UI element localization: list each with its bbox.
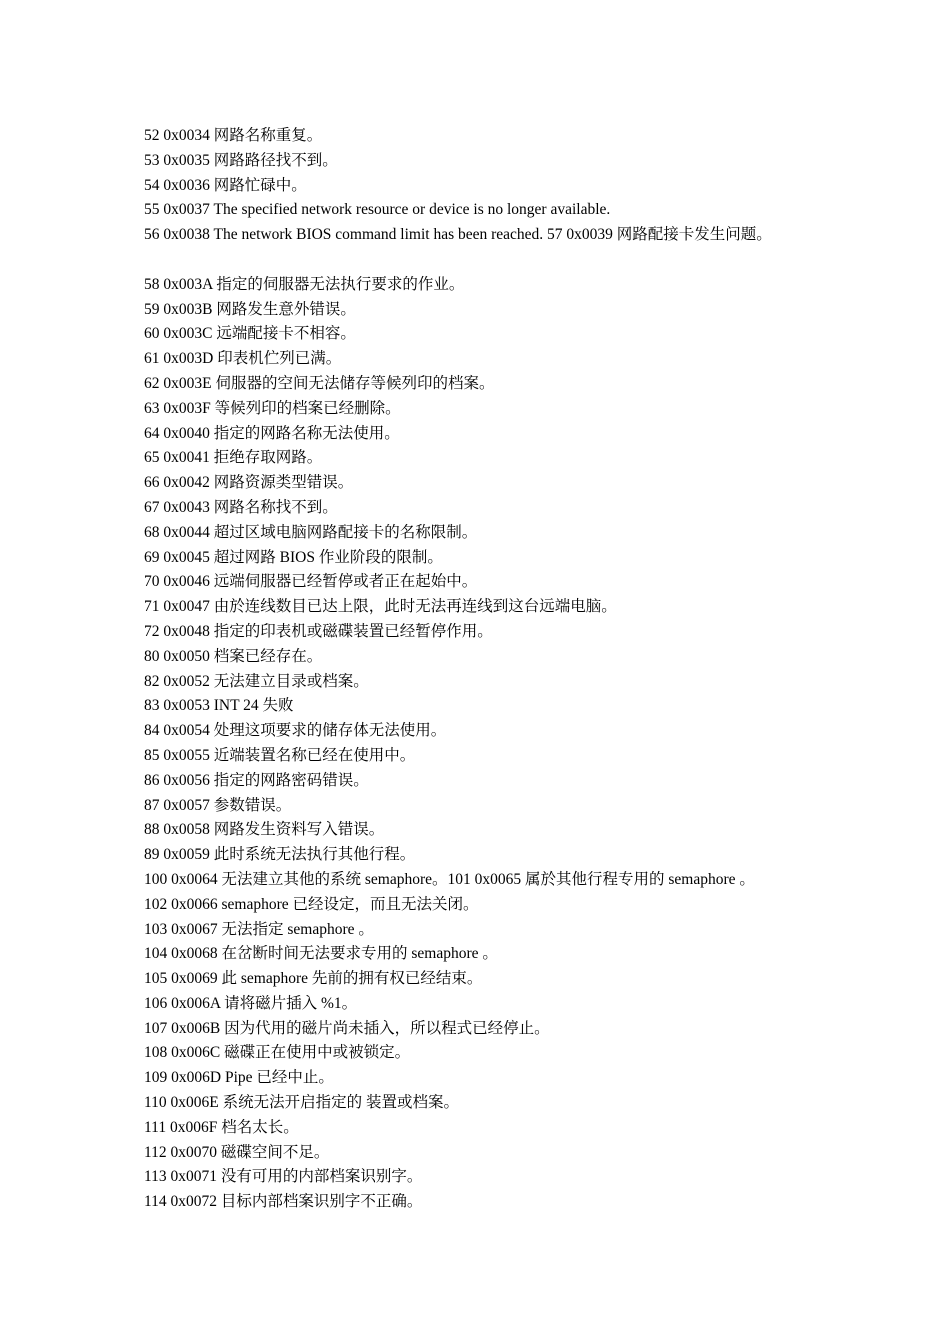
error-code-line: 52 0x0034 网路名称重复。 xyxy=(144,127,323,144)
error-code-line: 70 0x0046 远端伺服器已经暂停或者正在起始中。 xyxy=(144,573,478,591)
error-code-line: 84 0x0054 处理这项要求的储存体无法使用。 xyxy=(144,722,447,740)
error-code-line: 103 0x0067 无法指定 semaphore 。 xyxy=(144,920,374,938)
error-code-line: 110 0x006E 系统无法开启指定的 装置或档案。 xyxy=(144,1094,460,1112)
error-code-line: 107 0x006B 因为代用的磁片尚未插入，所以程式已经停止。 xyxy=(144,1019,550,1037)
error-code-line: 61 0x003D 印表机伫列已满。 xyxy=(144,350,342,368)
error-code-line: 104 0x0068 在岔断时间无法要求专用的 semaphore 。 xyxy=(144,945,498,963)
error-code-line: 56 0x0038 The network BIOS command limit has been reached. 57 0x0039 网路配接卡发生问题。 xyxy=(144,226,772,244)
error-code-line: 106 0x006A 请将磁片插入 %1。 xyxy=(144,994,358,1012)
error-code-line: 59 0x003B 网路发生意外错误。 xyxy=(144,300,356,318)
error-code-line: 85 0x0055 近端装置名称已经在使用中。 xyxy=(144,746,416,764)
error-code-line: 114 0x0072 目标内部档案识别字不正确。 xyxy=(144,1193,423,1211)
error-code-block-main xyxy=(144,273,924,1215)
error-code-line: 60 0x003C 远端配接卡不相容。 xyxy=(144,325,356,343)
error-code-line: 54 0x0036 网路忙碌中。 xyxy=(144,176,307,194)
error-code-line: 53 0x0035 网路路径找不到。 xyxy=(144,151,338,169)
error-code-line: 71 0x0047 由於连线数目已达上限，此时无法再连线到这台远端电脑。 xyxy=(144,598,617,616)
error-code-line: 87 0x0057 参数错误。 xyxy=(144,796,292,814)
error-code-line: 89 0x0059 此时系统无法执行其他行程。 xyxy=(144,846,416,864)
error-code-line: 68 0x0044 超过区域电脑网路配接卡的名称限制。 xyxy=(144,523,478,541)
error-code-line: 55 0x0037 The specified network resource or device is no longer available. xyxy=(144,201,611,219)
error-code-line: 72 0x0048 指定的印表机或磁碟装置已经暂停作用。 xyxy=(144,622,493,640)
error-code-line: 62 0x003E 伺服器的空间无法储存等候列印的档案。 xyxy=(144,374,495,392)
error-code-line: 112 0x0070 磁碟空间不足。 xyxy=(144,1143,330,1161)
error-code-line: 111 0x006F 档名太长。 xyxy=(144,1118,299,1136)
error-code-line: 66 0x0042 网路资源类型错误。 xyxy=(144,474,354,492)
error-code-line: 64 0x0040 指定的网路名称无法使用。 xyxy=(144,424,400,442)
error-code-block-top xyxy=(144,124,924,248)
error-code-line: 86 0x0056 指定的网路密码错误。 xyxy=(144,771,369,789)
error-code-line: 108 0x006C 磁碟正在使用中或被锁定。 xyxy=(144,1044,411,1062)
error-code-line: 80 0x0050 档案已经存在。 xyxy=(144,647,323,665)
error-code-line: 58 0x003A 指定的伺服器无法执行要求的作业。 xyxy=(144,275,465,293)
error-code-line: 65 0x0041 拒绝存取网路。 xyxy=(144,449,323,467)
error-code-list xyxy=(144,124,924,1215)
error-code-line: 83 0x0053 INT 24 失败 xyxy=(144,697,294,715)
error-code-line: 113 0x0071 没有可用的内部档案识别字。 xyxy=(144,1168,423,1186)
error-code-line: 88 0x0058 网路发生资料写入错误。 xyxy=(144,821,385,839)
error-code-line: 67 0x0043 网路名称找不到。 xyxy=(144,498,338,516)
error-code-line: 109 0x006D Pipe 已经中止。 xyxy=(144,1069,334,1087)
error-code-line: 63 0x003F 等候列印的档案已经删除。 xyxy=(144,399,401,417)
error-code-line: 82 0x0052 无法建立目录或档案。 xyxy=(144,672,369,690)
error-code-line: 102 0x0066 semaphore 已经设定，而且无法关闭。 xyxy=(144,895,479,913)
error-code-line: 100 0x0064 无法建立其他的系统 semaphore。101 0x0065 属於其他行程专用的 semaphore 。 xyxy=(144,870,755,888)
blank-line xyxy=(144,248,924,273)
error-code-line: 105 0x0069 此 semaphore 先前的拥有权已经结束。 xyxy=(144,970,483,988)
error-code-line: 69 0x0045 超过网路 BIOS 作业阶段的限制。 xyxy=(144,548,443,566)
